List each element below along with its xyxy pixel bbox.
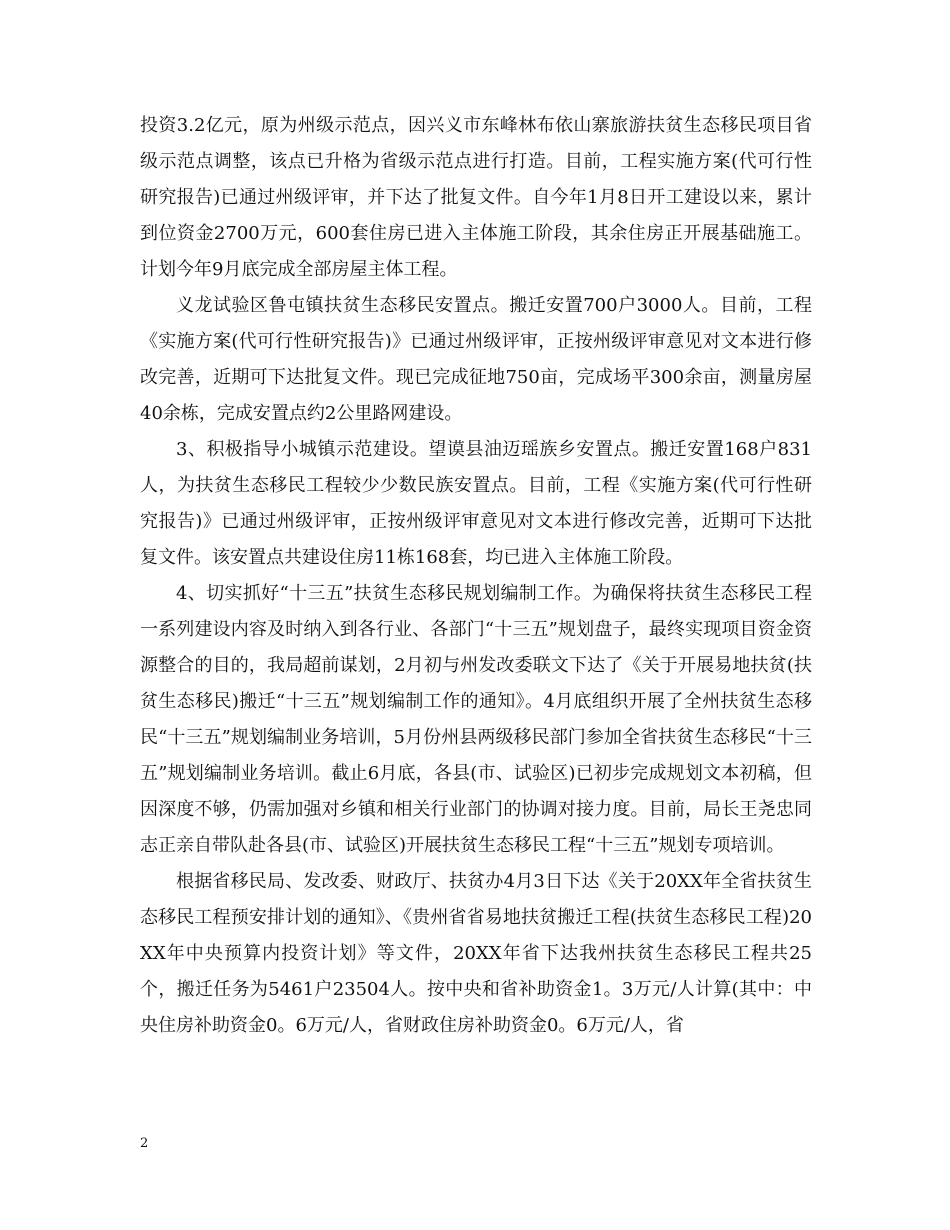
paragraph-small-town-demo: 3、积极指导小城镇示范建设。望谟县油迈瑶族乡安置点。搬迁安置168户831人，为扶贫生态移民工程较少少数民族安置点。目前，工程《实施方案(代可行性研究报告)》已通过州级评审，正按州级评审意见对文本进行修改完善，近期可下达批复文件。该安置点共建设住房11栋168套，均已进入主体施工阶段。 [140,439,812,568]
paragraph-project-overview: 投资3.2亿元，原为州级示范点，因兴义市东峰林布依山寨旅游扶贫生态移民项目省级示范点调整，该点已升格为省级示范点进行打造。目前，工程实施方案(代可行性研究报告)已通过州级评审，并下达了批复文件。自今年1月8日开工建设以来，累计到位资金2700万元，600套住房已进入主体施工阶段，其余住房正开展基础施工。计划今年9月底完成全部房屋主体工程。 [140,115,812,280]
paragraph-13th-five-year-plan: 4、切实抓好“十三五”扶贫生态移民规划编制工作。为确保将扶贫生态移民工程一系列建设内容及时纳入到各行业、各部门“十三五”规划盘子，最终实现项目资金资源整合的目的，我局超前谋划，2月初与州发改委联文下达了《关于开展易地扶贫(扶贫生态移民)搬迁“十三五”规划编制工作的通知》。4月底组织开展了全州扶贫生态移民“十三五”规划编制业务培训，5月份州县两级移民部门参加全省扶贫生态移民“十三五”规划编制业务培训。截止6月底，各县(市、试验区)已初步完成规划文本初稿，但因深度不够，仍需加强对乡镇和相关行业部门的协调对接力度。目前，局长王尧忠同志正亲自带队赴各县(市、试验区)开展扶贫生态移民工程“十三五”规划专项培训。 [140,583,812,856]
paragraph-yilong-lutun: 义龙试验区鲁屯镇扶贫生态移民安置点。搬迁安置700户3000人。目前，工程《实施方案(代可行性研究报告)》已通过州级评审，正按州级评审意见对文本进行修改完善，近期可下达批复文件。现已完成征地750亩，完成场平300余亩，测量房屋40余栋，完成安置点约2公里路网建设。 [140,295,812,424]
paragraph-provincial-plan: 根据省移民局、发改委、财政厅、扶贫办4月3日下达《关于20XX年全省扶贫生态移民工程预安排计划的通知》、《贵州省省易地扶贫搬迁工程(扶贫生态移民工程)20XX年中央预算内投资计划》等文件，20XX年省下达我州扶贫生态移民工程共25个，搬迁任务为5461户23504人。按中央和省补助资金1。3万元/人计算(其中：中央住房补助资金0。6万元/人，省财政住房补助资金0。6万元/人，省 [140,871,812,1036]
document-body [140,108,812,1044]
page-number: 2 [140,1136,149,1151]
